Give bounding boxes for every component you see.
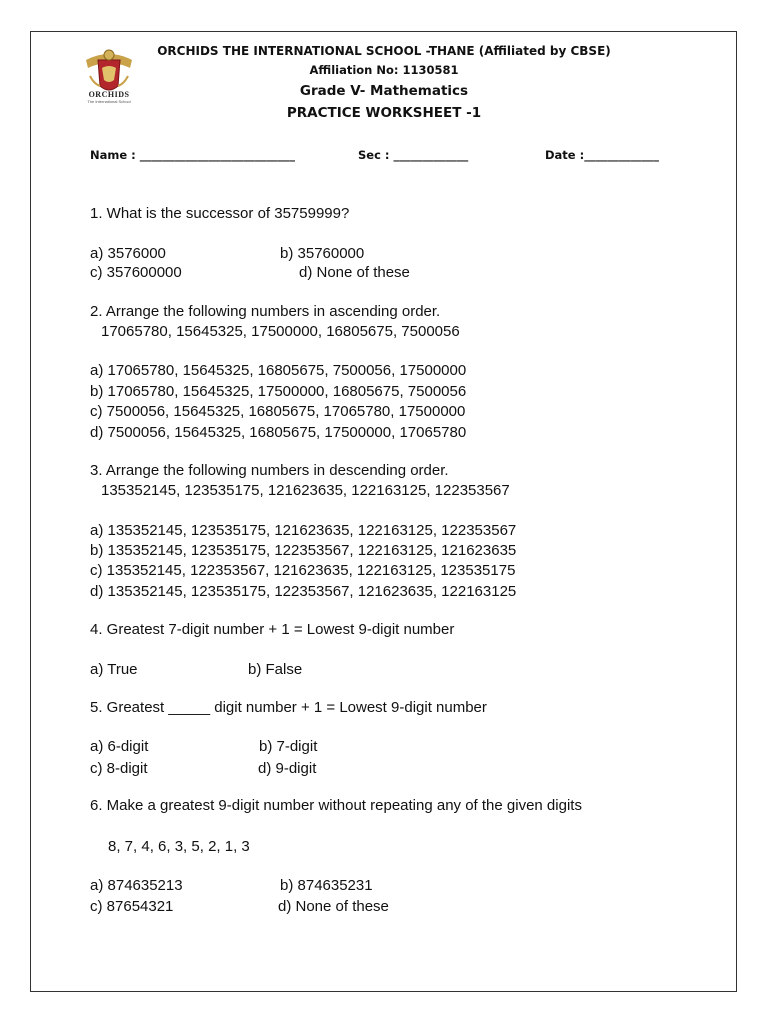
question-3-text: 3. Arrange the following numbers in descending order.	[90, 462, 449, 479]
question-5-text: 5. Greatest _____ digit number + 1 = Lowest 9-digit number	[90, 699, 487, 716]
question-4-option-a: a) True	[90, 661, 138, 678]
question-2-given-numbers: 17065780, 15645325, 17500000, 16805675, 7500056	[101, 323, 460, 340]
question-1-option-d: d) None of these	[299, 264, 410, 281]
question-6-option-d: d) None of these	[278, 898, 389, 915]
question-2-option-c: c) 7500056, 15645325, 16805675, 17065780, 17500000	[90, 403, 466, 420]
logo-wordmark: ORCHIDS	[88, 90, 130, 99]
question-3-given-numbers: 135352145, 123535175, 121623635, 122163125, 122353567	[101, 482, 510, 499]
question-6-given-digits: 8, 7, 4, 6, 3, 5, 2, 1, 3	[108, 838, 250, 855]
question-6-option-c: c) 87654321	[90, 898, 174, 915]
question-1-option-a: a) 3576000	[90, 245, 166, 262]
section-field[interactable]: Sec : _____________	[358, 148, 469, 162]
question-2-option-a: a) 17065780, 15645325, 16805675, 7500056, 17500000	[90, 362, 467, 379]
question-2-option-d: d) 7500056, 15645325, 16805675, 17500000, 17065780	[90, 424, 467, 441]
question-3-option-d: d) 135352145, 123535175, 122353567, 121623635, 122163125	[90, 583, 517, 600]
question-3-option-a: a) 135352145, 123535175, 121623635, 122163125, 122353567	[90, 522, 517, 539]
question-3-option-b: b) 135352145, 123535175, 122353567, 122163125, 121623635	[90, 542, 517, 559]
grade-subject: Grade V- Mathematics	[299, 83, 469, 99]
question-4-text: 4. Greatest 7-digit number + 1 = Lowest 9-digit number	[90, 621, 455, 638]
affiliation-number: Affiliation No: 1130581	[309, 63, 459, 77]
question-6-option-b: b) 874635231	[280, 877, 373, 894]
name-field[interactable]: Name : ___________________________	[90, 148, 296, 162]
school-name: ORCHIDS THE INTERNATIONAL SCHOOL -THANE (Affiliated by CBSE)	[157, 44, 611, 58]
date-field[interactable]: Date :_____________	[545, 148, 659, 162]
question-4-option-b: b) False	[248, 661, 303, 678]
question-1-option-b: b) 35760000	[280, 245, 365, 262]
question-6-option-a: a) 874635213	[90, 877, 183, 894]
question-1-text: 1. What is the successor of 35759999?	[90, 205, 350, 222]
question-5-option-b: b) 7-digit	[259, 738, 318, 755]
question-3-option-c: c) 135352145, 122353567, 121623635, 122163125, 123535175	[90, 562, 516, 579]
question-2-option-b: b) 17065780, 15645325, 17500000, 16805675, 7500056	[90, 383, 467, 400]
question-6-text: 6. Make a greatest 9-digit number without repeating any of the given digits	[90, 797, 582, 814]
question-1-option-c: c) 357600000	[90, 264, 182, 281]
question-5-option-a: a) 6-digit	[90, 738, 149, 755]
worksheet-title: PRACTICE WORKSHEET -1	[286, 105, 482, 121]
question-2-text: 2. Arrange the following numbers in ascending order.	[90, 303, 441, 320]
logo-subtext: The International School	[87, 99, 131, 104]
question-5-option-d: d) 9-digit	[258, 760, 317, 777]
question-5-option-c: c) 8-digit	[90, 760, 148, 777]
